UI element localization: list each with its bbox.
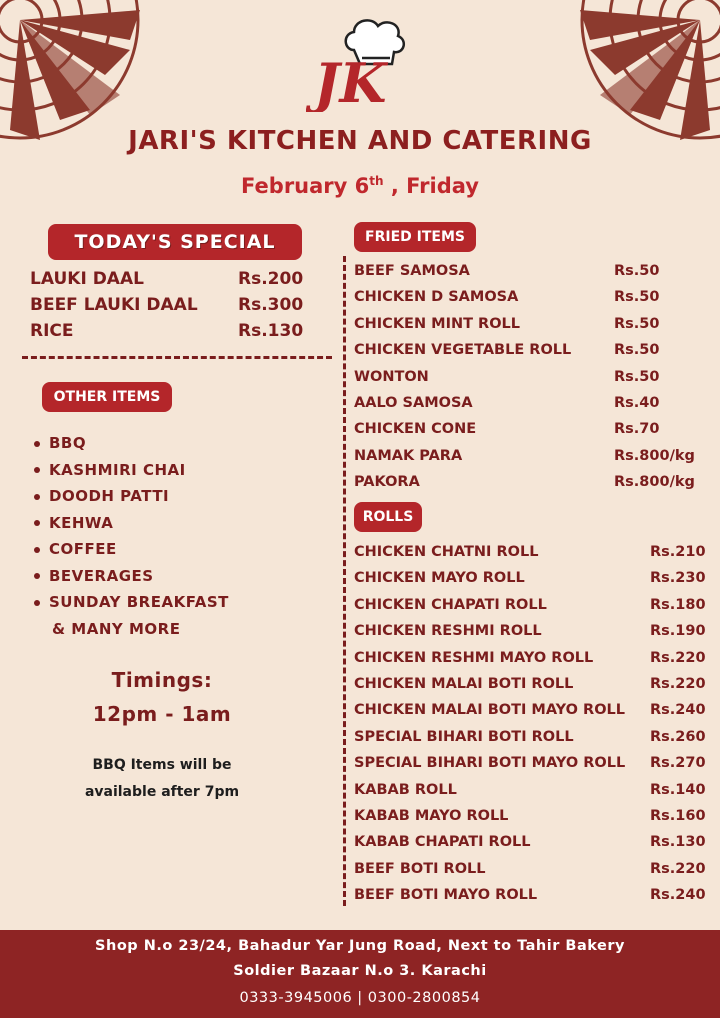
menu-row [354,882,708,908]
timings-label: Timings: [111,668,213,692]
menu-row [354,645,708,671]
item-price: Rs.160 [650,807,706,824]
special-row [30,266,310,292]
item-name: AALO SAMOSA [354,394,473,411]
menu-row [354,856,708,882]
item-name: CHICKEN CHATNI ROLL [354,544,539,560]
footer [0,930,720,1018]
menu-row [354,539,708,565]
item-name: KABAB CHAPATI ROLL [354,834,531,851]
item-price: Rs.70 [614,421,660,438]
bullet-icon [34,547,40,553]
column-divider [343,256,346,906]
item-price: Rs.200 [238,269,304,289]
date-weekday: , Friday [383,174,479,198]
other-item-label: COFFEE [49,540,117,558]
bullet-icon [34,600,40,606]
item-price: Rs.300 [238,295,304,315]
todays-special-badge: TODAY'S SPECIAL [48,224,302,260]
item-price: Rs.210 [650,544,706,560]
item-name: CHICKEN RESHMI ROLL [354,623,542,640]
item-name: CHICKEN MALAI BOTI ROLL [354,675,574,692]
item-price: Rs.140 [650,781,706,798]
bbq-note [60,752,264,806]
item-name: SPECIAL BIHARI BOTI ROLL [354,728,574,745]
other-item [34,589,304,616]
item-price: Rs.40 [614,394,660,411]
item-name: CHICKEN RESHMI MAYO ROLL [354,649,594,666]
bbq-note-line: available after 7pm [84,784,240,800]
item-price: Rs.220 [650,649,706,666]
item-price: Rs.50 [614,368,660,385]
item-name: CHICKEN CHAPATI ROLL [354,596,547,613]
phone-numbers: 0333-3945006 | 0300-2800854 [239,990,481,1006]
item-price: Rs.800/kg [614,474,695,491]
item-name: CHICKEN D SAMOSA [354,289,519,306]
item-price: Rs.130 [238,321,304,341]
special-row [30,292,310,318]
item-name: BEEF SAMOSA [354,263,470,279]
other-items-list [34,430,304,642]
menu-row [354,750,708,776]
item-name: NAMAK PARA [354,447,463,464]
fried-items-list [354,258,708,496]
menu-row [354,618,708,644]
menu-row [354,697,708,723]
menu-row [354,258,708,284]
other-item-label: DOODH PATTI [49,487,170,505]
other-item [34,536,304,563]
bullet-icon [34,520,40,526]
other-item [34,457,304,484]
menu-row [354,364,708,390]
item-price: Rs.50 [614,263,660,279]
item-price: Rs.260 [650,728,706,745]
rolls-list [354,539,708,908]
item-price: Rs.130 [650,834,706,851]
item-name: CHICKEN MINT ROLL [354,315,521,332]
bullet-icon [34,494,40,500]
other-item [34,430,304,457]
other-item-label: SUNDAY BREAKFAST [49,593,229,611]
item-price: Rs.180 [650,596,706,613]
menu-date [0,174,720,198]
item-price: Rs.220 [650,860,706,877]
item-name: KABAB MAYO ROLL [354,807,509,824]
restaurant-title: JARI'S KITCHEN AND CATERING [128,126,592,156]
menu-row [354,469,708,495]
bbq-note-line: BBQ Items will be [92,757,232,773]
bullet-icon [34,467,40,473]
bullet-icon [34,573,40,579]
menu-row [354,724,708,750]
other-item-label: KASHMIRI CHAI [49,460,186,479]
other-item-label: BEVERAGES [49,566,154,585]
menu-row [354,443,708,469]
item-name: CHICKEN MAYO ROLL [354,570,525,587]
item-price: Rs.50 [614,342,660,359]
timings-value: 12pm - 1am [92,702,232,726]
item-price: Rs.800/kg [614,447,695,464]
menu-row [354,390,708,416]
item-name: CHICKEN VEGETABLE ROLL [354,342,572,359]
section-divider [22,356,332,359]
other-item [34,483,304,510]
date-main: February 6 [241,174,370,198]
item-price: Rs.50 [614,315,660,332]
item-price: Rs.270 [650,755,706,772]
bullet-icon [34,441,40,447]
other-item [34,510,304,537]
other-item-label: BBQ [49,434,87,452]
item-name: RICE [30,321,74,341]
menu-row [354,337,708,363]
date-suffix: th [369,174,384,188]
item-name: PAKORA [354,474,420,491]
address-line: Soldier Bazaar N.o 3. Karachi [233,963,487,979]
item-price: Rs.50 [614,289,660,306]
other-item-label: KEHWA [49,513,114,532]
menu-row [354,565,708,591]
other-items-badge: OTHER ITEMS [42,382,172,412]
address-line: Shop N.o 23/24, Bahadur Yar Jung Road, Next to Tahir Bakery [95,938,625,954]
menu-row [354,671,708,697]
item-name: CHICKEN CONE [354,421,477,438]
logo-letters: JK [314,51,387,112]
menu-row [354,829,708,855]
fried-items-badge: FRIED ITEMS [354,222,476,252]
item-price: Rs.230 [650,570,706,587]
item-name: KABAB ROLL [354,781,457,798]
item-price: Rs.190 [650,623,706,640]
chef-hat-logo-icon [306,12,416,112]
item-name: CHICKEN MALAI BOTI MAYO ROLL [354,702,625,719]
menu-row [354,311,708,337]
item-name: SPECIAL BIHARI BOTI MAYO ROLL [354,755,626,772]
item-name: WONTON [354,368,429,385]
item-name: BEEF BOTI ROLL [354,860,486,877]
item-price: Rs.240 [650,887,706,904]
item-name: LAUKI DAAL [30,269,144,289]
item-name: BEEF BOTI MAYO ROLL [354,887,538,904]
menu-row [354,592,708,618]
menu-row [354,777,708,803]
item-price: Rs.220 [650,675,706,692]
rolls-badge: ROLLS [354,502,422,532]
menu-row [354,284,708,310]
item-price: Rs.240 [650,702,706,719]
item-name: BEEF LAUKI DAAL [30,295,198,315]
menu-row [354,803,708,829]
menu-row [354,416,708,442]
other-item [34,563,304,590]
other-items-more: & MANY MORE [52,619,181,638]
special-row [30,318,310,344]
todays-special-list [30,266,310,344]
